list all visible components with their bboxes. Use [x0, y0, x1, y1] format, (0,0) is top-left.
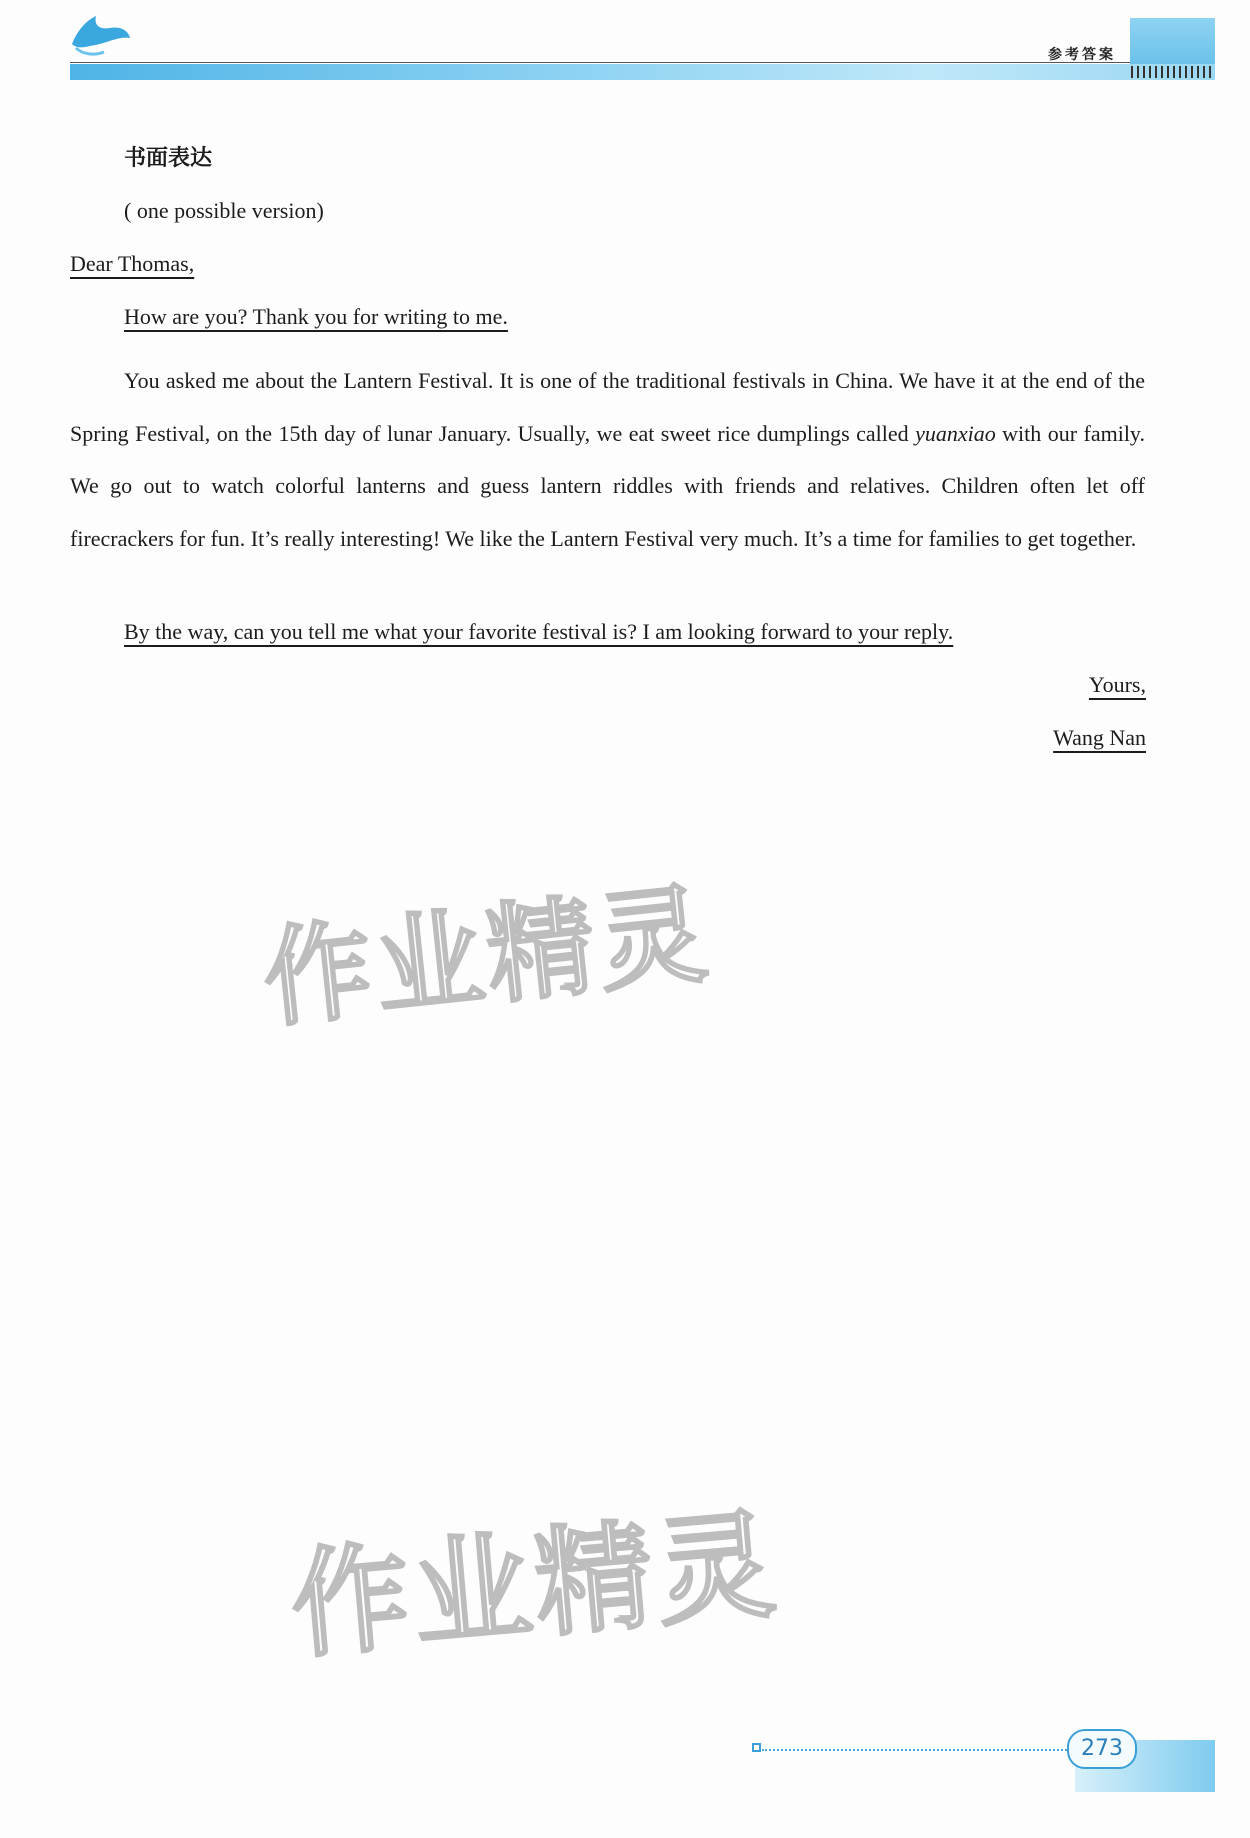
header-barcode	[1131, 66, 1213, 78]
letter-closing: By the way, can you tell me what your favorite festival is? I am looking forward to your reply.	[124, 619, 954, 644]
bird-logo-icon	[70, 14, 132, 58]
watermark-top: 作业精灵	[257, 871, 717, 1044]
footer-square-icon	[752, 1743, 761, 1752]
header-label: 参考答案	[1048, 47, 1116, 63]
watermark-bottom: 作业精灵	[285, 1494, 784, 1675]
letter-body	[70, 355, 1145, 565]
footer-dotted-line	[762, 1749, 1074, 1751]
letter-body-part-2: with our family. We go out to watch colorful lanterns and guess lantern riddles with friends and relatives. Children often let off firecrackers for fun. It’s really interesting! We like the Lantern Festival very much. It’s a time for families to get together.	[70, 420, 1146, 551]
page-number: 273	[1067, 1729, 1137, 1769]
letter-opening: How are you? Thank you for writing to me.	[124, 304, 508, 329]
letter-signature: Wang Nan	[1053, 725, 1146, 750]
version-note: ( one possible version)	[124, 198, 324, 223]
header-rule	[70, 62, 1130, 63]
letter-body-italic: yuanxiao	[915, 420, 996, 446]
header-bar	[70, 64, 1215, 80]
letter-signoff: Yours,	[1088, 672, 1146, 697]
section-heading: 书面表达	[124, 146, 213, 171]
letter-body-part-1: You asked me about the Lantern Festival. It is one of the traditional festivals in China. We have it at the end of the Spring Festival, on the 15th day of lunar January. Usually, we eat sweet rice dumplings called	[70, 368, 1145, 446]
letter-salutation: Dear Thomas,	[70, 251, 195, 276]
